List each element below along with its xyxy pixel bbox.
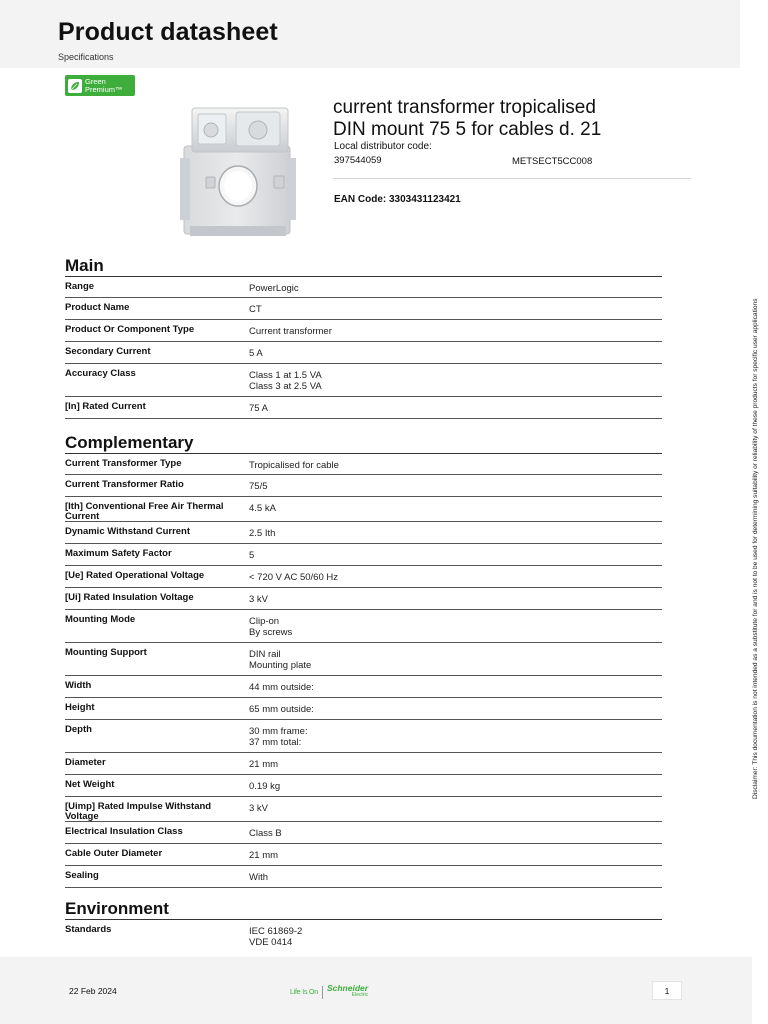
spec-row <box>65 753 662 775</box>
spec-value-line: 4.5 kA <box>249 503 276 514</box>
spec-label: [Ue] Rated Operational Voltage <box>65 570 205 581</box>
spec-label: Current Transformer Type <box>65 458 182 469</box>
disclaimer-text: Disclaimer: This documentation is not intended as a substitute for and is not to be used for determining suitability or reliability of these products for specific user applications <box>752 298 759 799</box>
spec-row <box>65 277 662 298</box>
spec-label: [In] Rated Current <box>65 401 146 412</box>
badge-line-2: Premium™ <box>85 84 123 94</box>
spec-value-line: DIN rail <box>249 649 281 660</box>
product-title-line-2: DIN mount 75 5 for cables d. 21 <box>333 119 602 140</box>
spec-value-line: 21 mm <box>249 850 279 861</box>
spec-label: Net Weight <box>65 779 115 790</box>
spec-label: Diameter <box>65 757 106 768</box>
spec-row <box>65 566 662 588</box>
spec-value-line: 21 mm <box>249 759 279 770</box>
distributor-code: 397544059 <box>334 155 382 166</box>
spec-label: Product Or Component Type <box>65 324 195 335</box>
spec-value-line: 0.19 kg <box>249 781 281 792</box>
spec-row <box>65 698 662 720</box>
section-complementary <box>65 432 662 888</box>
spec-value <box>249 803 649 814</box>
spec-value-line: VDE 0414 <box>249 937 293 948</box>
spec-value-line: PowerLogic <box>249 283 299 294</box>
spec-value <box>249 481 649 492</box>
spec-value-line: 5 A <box>249 348 263 359</box>
section-title: Main <box>65 256 104 275</box>
leaf-icon <box>68 79 82 93</box>
spec-label: Current Transformer Ratio <box>65 479 184 490</box>
product-title-line-1: current transformer tropicalised <box>333 97 596 118</box>
spec-label: Sealing <box>65 870 99 881</box>
spec-value-line: Current transformer <box>249 326 332 337</box>
spec-value-line: 37 mm total: <box>249 737 302 748</box>
spec-value <box>249 828 649 839</box>
spec-value-line: Tropicalised for cable <box>249 460 339 471</box>
spec-value-line: With <box>249 872 268 883</box>
product-reference: METSECT5CC008 <box>512 156 593 167</box>
spec-row <box>65 676 662 698</box>
ean-code: EAN Code: 3303431123421 <box>334 194 461 205</box>
spec-label: Width <box>65 680 92 691</box>
spec-row <box>65 643 662 676</box>
spec-value <box>249 682 649 693</box>
spec-value <box>249 759 649 770</box>
spec-value-line: < 720 V AC 50/60 Hz <box>249 572 338 583</box>
spec-value <box>249 594 649 605</box>
product-title <box>333 97 713 141</box>
spec-value <box>249 572 649 583</box>
spec-value-line: 5 <box>249 550 255 561</box>
page-subtitle: Specifications <box>58 52 114 62</box>
spec-row <box>65 298 662 320</box>
spec-label: [Uimp] Rated Impulse Withstand Voltage <box>65 801 212 822</box>
spec-value <box>249 926 649 948</box>
spec-row <box>65 610 662 643</box>
spec-row <box>65 844 662 866</box>
section-environment <box>65 898 662 950</box>
spec-value <box>249 403 649 414</box>
section-title: Complementary <box>65 433 194 452</box>
spec-label: Accuracy Class <box>65 368 136 379</box>
spec-value-line: Class B <box>249 828 282 839</box>
spec-value <box>249 326 649 337</box>
spec-value-line: 75/5 <box>249 481 268 492</box>
spec-row <box>65 720 662 753</box>
spec-value-line: Mounting plate <box>249 660 312 671</box>
badge-line-1: Green <box>85 76 106 86</box>
spec-label: [Ui] Rated Insulation Voltage <box>65 592 194 603</box>
logo-brand-name: Schneider <box>326 983 369 993</box>
footer-date: 22 Feb 2024 <box>69 986 117 996</box>
page-title: Product datasheet <box>58 18 278 46</box>
spec-value-line: 2.5 Ith <box>249 528 276 539</box>
spec-value-line: By screws <box>249 627 293 638</box>
spec-value <box>249 348 649 359</box>
spec-value-line: Class 3 at 2.5 VA <box>249 381 322 392</box>
schneider-logo <box>290 984 368 1000</box>
spec-value-line: 75 A <box>249 403 269 414</box>
product-image <box>178 100 302 240</box>
spec-row <box>65 497 662 522</box>
spec-value-line: Clip-on <box>249 616 280 627</box>
spec-value-line: 30 mm frame: <box>249 726 308 737</box>
spec-label: Mounting Support <box>65 647 147 658</box>
spec-label: Cable Outer Diameter <box>65 848 163 859</box>
distributor-code-label: Local distributor code: <box>334 141 432 152</box>
spec-row <box>65 544 662 566</box>
spec-value-line: CT <box>249 304 262 315</box>
spec-row <box>65 364 662 397</box>
logo-brand <box>327 985 368 999</box>
spec-row <box>65 397 662 419</box>
spec-label: Secondary Current <box>65 346 151 357</box>
spec-row <box>65 588 662 610</box>
spec-value-line: 3 kV <box>249 594 269 605</box>
spec-label: Mounting Mode <box>65 614 136 625</box>
spec-row <box>65 822 662 844</box>
divider <box>333 178 691 179</box>
spec-row <box>65 920 662 950</box>
spec-row <box>65 475 662 497</box>
badge-label <box>85 78 123 94</box>
logo-divider <box>322 986 323 999</box>
spec-row <box>65 454 662 475</box>
spec-row <box>65 797 662 822</box>
spec-value <box>249 704 649 715</box>
spec-value <box>249 781 649 792</box>
spec-label: Maximum Safety Factor <box>65 548 172 559</box>
spec-value <box>249 283 649 294</box>
spec-label: Range <box>65 281 95 292</box>
section-main <box>65 255 662 419</box>
spec-label: [Ith] Conventional Free Air Thermal Current <box>65 501 224 522</box>
spec-value <box>249 370 649 392</box>
page-number: 1 <box>652 981 682 1000</box>
spec-value-line: 44 mm outside: <box>249 682 314 693</box>
spec-value <box>249 616 649 638</box>
spec-label: Dynamic Withstand Current <box>65 526 191 537</box>
spec-label: Standards <box>65 924 112 935</box>
spec-label: Product Name <box>65 302 130 313</box>
green-premium-badge[interactable] <box>65 75 135 96</box>
spec-row <box>65 866 662 888</box>
spec-value <box>249 460 649 471</box>
spec-label: Depth <box>65 724 92 735</box>
spec-value-line: 3 kV <box>249 803 269 814</box>
spec-value-line: IEC 61869-2 <box>249 926 303 937</box>
spec-value <box>249 550 649 561</box>
spec-value <box>249 850 649 861</box>
spec-row <box>65 342 662 364</box>
spec-label: Height <box>65 702 95 713</box>
section-title: Environment <box>65 899 169 918</box>
spec-label: Electrical Insulation Class <box>65 826 183 837</box>
spec-value <box>249 304 649 315</box>
spec-row <box>65 522 662 544</box>
spec-row <box>65 775 662 797</box>
spec-value-line: 65 mm outside: <box>249 704 314 715</box>
logo-brand-sub: Electric <box>351 992 369 998</box>
spec-value <box>249 503 649 514</box>
spec-value <box>249 528 649 539</box>
spec-row <box>65 320 662 342</box>
spec-value-line: Class 1 at 1.5 VA <box>249 370 322 381</box>
spec-value <box>249 726 649 748</box>
spec-value <box>249 649 649 671</box>
spec-value <box>249 872 649 883</box>
logo-tagline: Life Is On <box>290 988 318 996</box>
